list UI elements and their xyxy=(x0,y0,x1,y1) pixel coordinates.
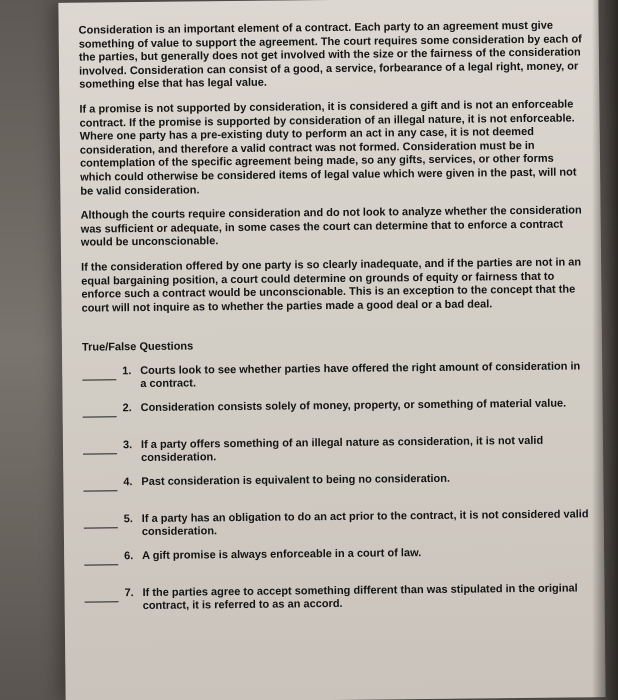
answer-blank[interactable] xyxy=(83,476,117,491)
question-text: Consideration consists solely of money, property, or something of material value. xyxy=(140,397,567,414)
question-text: If a party has an obligation to do an act prior to the contract, it is not considered valid consideration. xyxy=(141,508,589,539)
question-text: If a party offers something of an illegal nature as consideration, it is not valid consideration. xyxy=(140,434,544,465)
question-number: 3. xyxy=(122,438,133,452)
answer-blank[interactable] xyxy=(83,402,117,417)
question-text: If the parties agree to accept something different than was stipulated in the original contract, it is referred to as an accord. xyxy=(142,582,578,613)
answer-blank[interactable] xyxy=(82,365,116,380)
question-number: 2. xyxy=(122,401,132,415)
question-number: 5. xyxy=(123,512,134,526)
question-number: 6. xyxy=(124,549,134,563)
question-item xyxy=(83,471,588,504)
question-item xyxy=(84,508,589,541)
question-list xyxy=(82,360,590,615)
question-item xyxy=(83,397,588,430)
section-title: True/False Questions xyxy=(81,340,194,354)
question-number: 1. xyxy=(122,364,132,378)
question-item xyxy=(84,582,589,615)
edge-shadow xyxy=(592,0,618,700)
question-item xyxy=(82,360,587,393)
question-text: A gift promise is always enforceable in a court of law. xyxy=(142,546,422,562)
document-page xyxy=(58,0,605,700)
answer-blank[interactable] xyxy=(84,513,118,528)
question-number: 7. xyxy=(124,586,134,600)
answer-blank[interactable] xyxy=(83,439,117,454)
answer-blank[interactable] xyxy=(84,550,118,565)
answer-blank[interactable] xyxy=(84,587,118,602)
question-number: 4. xyxy=(123,475,133,489)
question-text: Courts look to see whether parties have offered the right amount of consideration in a contract. xyxy=(140,360,581,391)
paragraph-gift-promise: If a promise is not supported by consideration, it is considered a gift and is not an enforceable contract. If the promise is supported by consideration of an illegal nature, it is not enforceable. Where one party has a pre-existing duty to perform an act in any case, it is not deemed consideration, and therefore a valid contract was not formed. Consideration must be in contemplation of the specific agreement being made, so any gifts, services, or other forms which could otherwise be considered items of legal value which were given in the past, will not be valid consideration. xyxy=(79,98,577,198)
paragraph-consideration-intro: Consideration is an important element of a contract. Each party to an agreement must give something of value to support the agreement. The court requires some consideration by each of the parties, but generally does not get involved with the size or the fairness of the consideration involved. Consideration can consist of a good, a service, forbearance of a legal right, money, or something else that has legal value. xyxy=(78,19,582,92)
paragraph-unconscionable: If the consideration offered by one party is so clearly inadequate, and if the parties are not in an equal bargaining position, a court could determine on grounds of equity or fairness that to enforce such a contract would be unconscionable. This is an exception to the concept that the court will not inquire as to whether the parties made a good deal or a bad deal. xyxy=(81,256,582,315)
question-text: Past consideration is equivalent to being no consideration. xyxy=(141,472,451,488)
question-item xyxy=(83,434,588,467)
question-item xyxy=(84,545,589,578)
paragraph-adequacy: Although the courts require consideration and do not look to analyze whether the consideration was sufficient or adequate, in some cases the court can determine that to enforce a contract would be unconscionable. xyxy=(80,204,582,249)
document-content xyxy=(79,19,590,624)
